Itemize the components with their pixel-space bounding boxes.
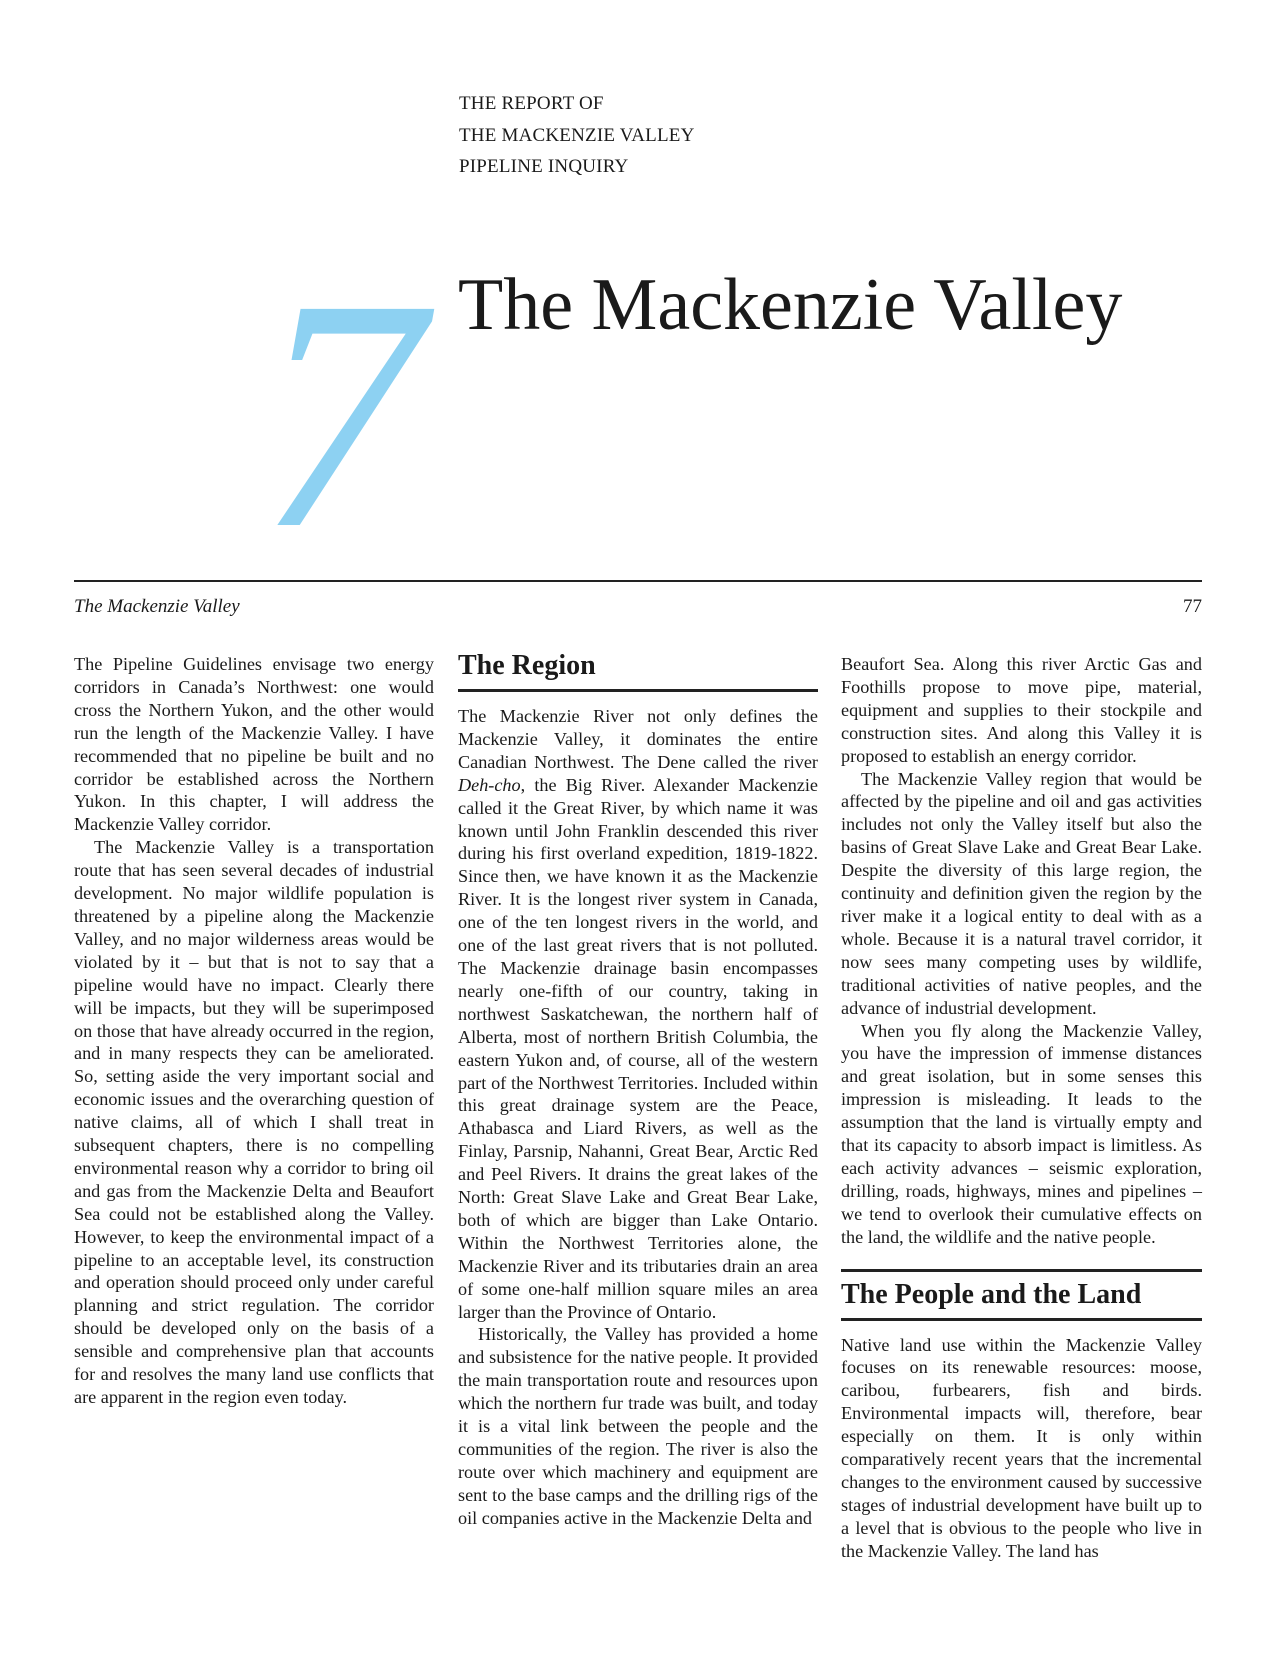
italic-term: Deh-cho — [458, 774, 521, 795]
report-title-block — [459, 88, 695, 183]
text-span: The Mackenzie River not only defines the Mackenzie Valley, it dominates the entire Canadian Northwest. The Dene called the river — [458, 706, 818, 772]
chapter-number: 7 — [258, 232, 423, 597]
section-heading-the-region: The Region — [458, 649, 818, 692]
report-title-line-3: PIPELINE INQUIRY — [459, 156, 629, 177]
report-title-line-1: THE REPORT OF — [459, 93, 604, 114]
paragraph: The Pipeline Guidelines envisage two energy corridors in Canada’s Northwest: one would cross the Northern Yukon, and the other would run the length of the Mackenzie Valley. I have recommended that no pipeline be built and no corridor be established across the Northern Yukon. In this chapter, I will address the Mackenzie Valley corridor. — [74, 654, 434, 835]
paragraph: Beaufort Sea. Along this river Arctic Gas and Foothills propose to move pipe, material, equipment and supplies to their stockpile and construction sites. And along this Valley it is proposed to establish an energy corridor. — [841, 654, 1202, 766]
paragraph: The Mackenzie Valley is a transportation route that has seen several decades of industrial development. No major wildlife population is threatened by a pipeline along the Mackenzie Valley, and no major wilderness areas would be violated by it – but that is not to say that a pipeline would have no impact. Clearly there will be impacts, but they will be superimposed on those that have already occurred in the region, and in many respects they can be ameliorated. So, setting aside the very important social and economic issues and the overarching question of native claims, all of which I shall treat in subsequent chapters, there is no compelling environmental reason why a corridor to bring oil and gas from the Mackenzie Delta and Beaufort Sea could not be established along the Valley. However, to keep the environmental impact of a pipeline to an acceptable level, its construction and operation should proceed only under careful planning and strict regulation. The corridor should be developed only on the basis of a sensible and comprehensive plan that accounts for and resolves the many land use conflicts that are apparent in the region even today. — [74, 837, 434, 1407]
paragraph: The Mackenzie Valley region that would be affected by the pipeline and oil and gas activities includes not only the Valley itself but also the basins of Great Slave Lake and Great Bear Lake. Despite the diversity of this large region, the continuity and definition given the region by the river make it a logical entity to deal with as a whole. Because it is a natural travel corridor, it now sees many competing uses by wildlife, traditional activities of native peoples, and the advance of industrial development. — [841, 768, 1202, 1018]
running-header-title: The Mackenzie Valley — [74, 596, 240, 617]
section-heading-people-and-land: The People and the Land — [841, 1269, 1202, 1321]
paragraph: Historically, the Valley has provided a home and subsistence for the native people. It provided the main transportation route and resources upon which the northern fur trade was built, and today it is a vital link between the people and the communities of the region. The river is also the route over which machinery and equipment are sent to the base camps and the drilling rigs of the oil companies active in the Mackenzie Delta and — [458, 1324, 818, 1528]
paragraph: When you fly along the Mackenzie Valley, you have the impression of immense distances and great isolation, but in some senses this impression is misleading. It leads to the assumption that the land is virtually empty and that its capacity to absorb impact is limitless. As each activity advances – seismic exploration, drilling, roads, highways, mines and pipelines – we tend to overlook their cumulative effects on the land, the wildlife and the native people. — [841, 1020, 1202, 1247]
paragraph — [458, 705, 818, 1323]
column-3 — [841, 653, 1202, 1563]
chapter-title: The Mackenzie Valley — [458, 264, 1123, 346]
paragraph: Native land use within the Mackenzie Valley focuses on its renewable resources: moose, caribou, furbearers, fish and birds. Environmental impacts will, therefore, bear especially on them. It is only within comparatively recent years that the incremental changes to the environment caused by successive stages of industrial development have built up to a level that is obvious to the people who live in the Mackenzie Valley. The land has — [841, 1334, 1202, 1561]
column-1 — [74, 653, 434, 1409]
column-2 — [458, 650, 818, 1530]
header-rule — [74, 580, 1202, 582]
report-title-line-2: THE MACKENZIE VALLEY — [459, 124, 695, 146]
text-span: , the Big River. Alexander Mackenzie called it the Great River, by which name it was known until John Franklin descended this river during his first overland expedition, 1819-1822. Since then, we have known it as the Mackenzie River. It is the longest river system in Canada, one of the ten longest rivers in the world, and one of the last great rivers that is not polluted. The Mackenzie drainage basin encompasses nearly one-fifth of our country, taking in northwest Saskatchewan, the northern half of Alberta, most of northern British Columbia, the eastern Yukon and, of course, all of the western part of the Northwest Territories. Included within this great drainage system are the Peace, Athabasca and Liard Rivers, as well as the Finlay, Parsnip, Nahanni, Great Bear, Arctic Red and Peel Rivers. It drains the great lakes of the North: Great Slave Lake and Great Bear Lake, both of which are bigger than Lake Ontario. Within the Northwest Territories alone, the Mackenzie River and its tributaries drain an area of some one-half million square miles an area larger than the Province of Ontario. — [458, 774, 818, 1322]
page-number: 77 — [1183, 596, 1202, 617]
